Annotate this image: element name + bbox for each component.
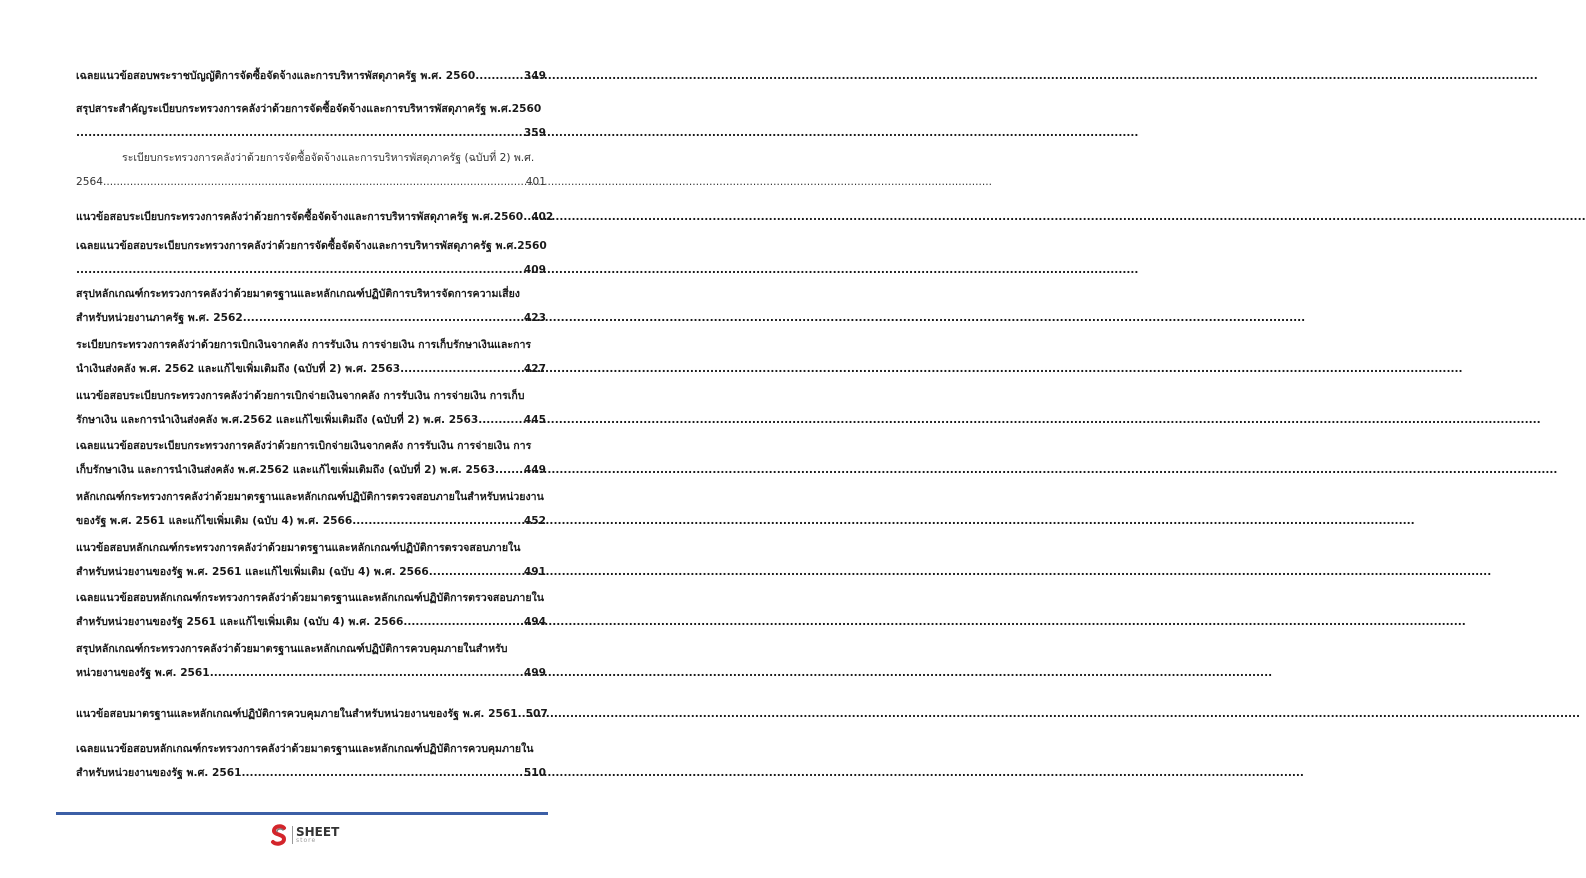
toc-entry-line bbox=[76, 737, 546, 761]
toc-entry-title: ของรัฐ พ.ศ. 2561 และแก้ไขเพิ่มเติม (ฉบับ 4) พ.ศ. 2566 bbox=[76, 515, 353, 527]
toc-entry-title: แนวข้อสอบระเบียบกระทรวงการคลังว่าด้วยการเบิกจ่ายเงินจากคลัง การรับเงิน การจ่ายเงิน การเก็บ bbox=[76, 390, 525, 402]
toc-entry-title: สำหรับหน่วยงานภาครัฐ พ.ศ. 2562 bbox=[76, 312, 243, 324]
toc-entry-line bbox=[76, 485, 546, 509]
toc-leader-dots bbox=[76, 258, 522, 282]
toc-entry[interactable] bbox=[76, 282, 546, 330]
toc-entry-line bbox=[76, 761, 546, 785]
toc-entry[interactable] bbox=[76, 702, 546, 726]
toc-entry[interactable] bbox=[76, 205, 554, 229]
toc-entry-line bbox=[76, 560, 546, 584]
toc-page-number: 510 bbox=[523, 767, 546, 779]
toc-leader-dots bbox=[243, 306, 522, 330]
toc-page-number: 349 bbox=[523, 70, 546, 82]
toc-leader-dots bbox=[495, 458, 522, 482]
toc-entry-title: แนวข้อสอบมาตรฐานและหลักเกณฑ์ปฏิบัติการควบคุมภายในสำหรับหน่วยงานของรัฐ พ.ศ. 2561 bbox=[76, 708, 518, 720]
toc-entry-line bbox=[76, 702, 546, 726]
toc-entry[interactable] bbox=[76, 146, 546, 194]
toc-page-number: 445 bbox=[523, 414, 546, 426]
logo-brand-subtext: store bbox=[296, 837, 317, 844]
toc-entry-title: เฉลยแนวข้อสอบหลักเกณฑ์กระทรวงการคลังว่าด้วยมาตรฐานและหลักเกณฑ์ปฏิบัติการตรวจสอบภายใน bbox=[76, 592, 545, 604]
toc-entry-line bbox=[76, 234, 546, 258]
toc-entry-title: เฉลยแนวข้อสอบพระราชบัญญัติการจัดซื้อจัดจ้างและการบริหารพัสดุภาครัฐ พ.ศ. 2560 bbox=[76, 70, 476, 82]
toc-entry-line bbox=[76, 64, 546, 88]
toc-entry[interactable] bbox=[76, 64, 546, 88]
toc-page-number: 452 bbox=[523, 515, 546, 527]
toc-entry-title: 2564 bbox=[76, 176, 103, 188]
toc-entry-line bbox=[76, 357, 546, 381]
toc-entry-line bbox=[76, 333, 546, 357]
toc-entry-title: เก็บรักษาเงิน และการนำเงินส่งคลัง พ.ศ.2562 และแก้ไขเพิ่มเติมถึง (ฉบับที่ 2) พ.ศ. 2563 bbox=[76, 464, 495, 476]
toc-page-number: 409 bbox=[523, 264, 546, 276]
toc-entry-title: แนวข้อสอบหลักเกณฑ์กระทรวงการคลังว่าด้วยมาตรฐานและหลักเกณฑ์ปฏิบัติการตรวจสอบภายใน bbox=[76, 542, 521, 554]
toc-leader-dots bbox=[429, 560, 522, 584]
toc-page-number: 507 bbox=[525, 708, 548, 720]
toc-leader-dots bbox=[475, 64, 522, 88]
toc-entry[interactable] bbox=[76, 97, 546, 145]
toc-page-number: 427 bbox=[523, 363, 546, 375]
toc-entry-title: เฉลยแนวข้อสอบระเบียบกระทรวงการคลังว่าด้วยการเบิกจ่ายเงินจากคลัง การรับเงิน การจ่ายเงิน การ bbox=[76, 440, 532, 452]
toc-entry[interactable] bbox=[76, 485, 546, 533]
toc-leader-dots bbox=[478, 408, 522, 432]
toc-page-number: 449 bbox=[523, 464, 546, 476]
toc-leader-dots bbox=[242, 761, 522, 785]
toc-entry-line bbox=[76, 384, 546, 408]
toc-page-number: 402 bbox=[531, 211, 554, 223]
toc-entry-title: สรุปหลักเกณฑ์กระทรวงการคลังว่าด้วยมาตรฐานและหลักเกณฑ์ปฏิบัติการบริหารจัดการความเสี่ยง bbox=[76, 288, 520, 300]
toc-entry-line bbox=[76, 434, 546, 458]
sheet-s-logo-icon bbox=[270, 824, 288, 846]
toc-leader-dots bbox=[403, 610, 522, 634]
toc-entry[interactable] bbox=[76, 586, 546, 634]
toc-page-number: 491 bbox=[523, 566, 546, 578]
toc-leader-dots bbox=[352, 509, 522, 533]
toc-entry-title: สำหรับหน่วยงานของรัฐ 2561 และแก้ไขเพิ่มเติม (ฉบับ 4) พ.ศ. 2566 bbox=[76, 616, 404, 628]
toc-entry-title: ระเบียบกระทรวงการคลังว่าด้วยการเบิกเงินจากคลัง การรับเงิน การจ่ายเงิน การเก็บรักษาเงินและการ bbox=[76, 339, 532, 351]
toc-entry-line bbox=[76, 205, 554, 229]
sheet-store-logo bbox=[270, 822, 339, 848]
toc-page-number: 499 bbox=[523, 667, 546, 679]
toc-entry-title: แนวข้อสอบระเบียบกระทรวงการคลังว่าด้วยการจัดซื้อจัดจ้างและการบริหารพัสดุภาครัฐ พ.ศ.2560 bbox=[76, 211, 524, 223]
toc-entry-title: สรุปหลักเกณฑ์กระทรวงการคลังว่าด้วยมาตรฐานและหลักเกณฑ์ปฏิบัติการควบคุมภายในสำหรับ bbox=[76, 643, 508, 655]
toc-entry-title: สรุปสาระสำคัญระเบียบกระทรวงการคลังว่าด้วยการจัดซื้อจัดจ้างและการบริหารพัสดุภาครัฐ พ.ศ.2560 bbox=[76, 103, 542, 115]
toc-entry-title: นำเงินส่งคลัง พ.ศ. 2562 และแก้ไขเพิ่มเติมถึง (ฉบับที่ 2) พ.ศ. 2563 bbox=[76, 363, 401, 375]
toc-entry[interactable] bbox=[76, 637, 546, 685]
toc-entry-title: สำหรับหน่วยงานของรัฐ พ.ศ. 2561 และแก้ไขเพิ่มเติม (ฉบับ 4) พ.ศ. 2566 bbox=[76, 566, 429, 578]
toc-entry[interactable] bbox=[76, 234, 546, 282]
toc-entry-title: รักษาเงิน และการนำเงินส่งคลัง พ.ศ.2562 และแก้ไขเพิ่มเติมถึง (ฉบับที่ 2) พ.ศ. 2563 bbox=[76, 414, 479, 426]
toc-entry[interactable] bbox=[76, 536, 546, 584]
toc-entry-line bbox=[76, 536, 546, 560]
toc-entry[interactable] bbox=[76, 384, 546, 432]
toc-entry-line bbox=[76, 661, 546, 685]
toc-leader-dots bbox=[400, 357, 522, 381]
toc-entry-line bbox=[76, 408, 546, 432]
toc-entry[interactable] bbox=[76, 434, 546, 482]
toc-entry-line bbox=[76, 458, 546, 482]
toc-entry-line bbox=[76, 170, 546, 194]
toc-entry-title: หลักเกณฑ์กระทรวงการคลังว่าด้วยมาตรฐานและหลักเกณฑ์ปฏิบัติการตรวจสอบภายในสำหรับหน่วยงาน bbox=[76, 491, 544, 503]
logo-separator bbox=[292, 826, 293, 844]
toc-leader-dots bbox=[103, 170, 524, 194]
toc-entry-title: ระเบียบกระทรวงการคลังว่าด้วยการจัดซื้อจัดจ้างและการบริหารพัสดุภาครัฐ (ฉบับที่ 2) พ.ศ. bbox=[122, 152, 535, 164]
toc-entry-line bbox=[76, 509, 546, 533]
toc-entry-line bbox=[76, 610, 546, 634]
toc-entry-line bbox=[76, 146, 546, 170]
toc-entry-line bbox=[76, 121, 546, 145]
toc-entry-title: เฉลยแนวข้อสอบระเบียบกระทรวงการคลังว่าด้วยการจัดซื้อจัดจ้างและการบริหารพัสดุภาครัฐ พ.ศ.2560 bbox=[76, 240, 547, 252]
toc-page-number: 494 bbox=[523, 616, 546, 628]
toc-entry[interactable] bbox=[76, 737, 546, 785]
toc-entry[interactable] bbox=[76, 333, 546, 381]
toc-entry-line bbox=[76, 637, 546, 661]
toc-leader-dots bbox=[76, 121, 522, 145]
toc-entry-line bbox=[76, 97, 546, 121]
toc-entry-line bbox=[76, 306, 546, 330]
toc-entry-title: สำหรับหน่วยงานของรัฐ พ.ศ. 2561 bbox=[76, 767, 242, 779]
toc-entry-title: เฉลยแนวข้อสอบหลักเกณฑ์กระทรวงการคลังว่าด้วยมาตรฐานและหลักเกณฑ์ปฏิบัติการควบคุมภายใน bbox=[76, 743, 534, 755]
toc-entry-line bbox=[76, 586, 546, 610]
toc-page-number: 401 bbox=[525, 176, 546, 188]
toc-entry-line bbox=[76, 282, 546, 306]
toc-page-number: 359 bbox=[523, 127, 546, 139]
toc-leader-dots bbox=[210, 661, 522, 685]
toc-page-number: 423 bbox=[523, 312, 546, 324]
toc-entry-title: หน่วยงานของรัฐ พ.ศ. 2561 bbox=[76, 667, 210, 679]
footer-rule bbox=[56, 812, 548, 815]
logo-brand-text: SHEET bbox=[296, 825, 340, 839]
toc-entry-line bbox=[76, 258, 546, 282]
